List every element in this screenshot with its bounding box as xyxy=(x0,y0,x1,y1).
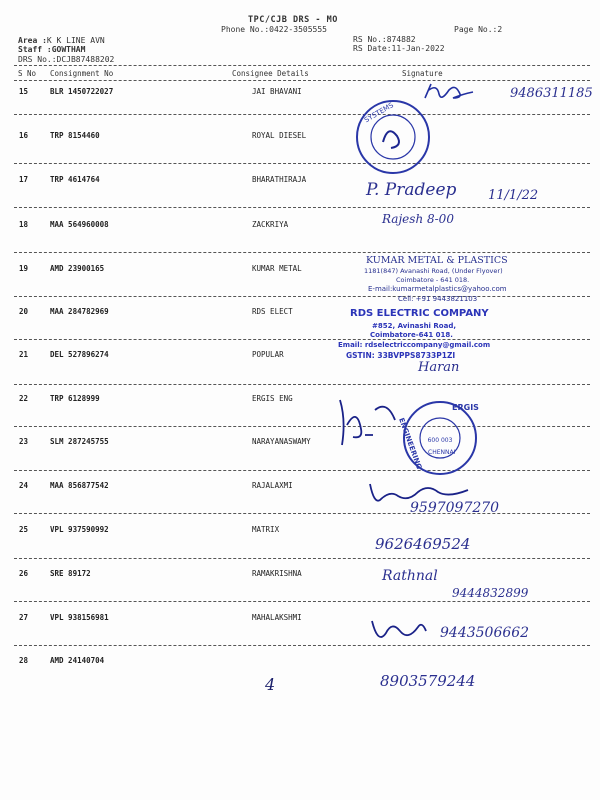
signature-row-25-phone: 9626469524 xyxy=(375,535,471,553)
signature-row-18: Rajesh 8-00 xyxy=(382,212,454,226)
staff-label: Staff : xyxy=(18,45,52,54)
kumar-stamp-cell: Cell: +91 9443821103 xyxy=(398,295,478,303)
table-row xyxy=(0,131,600,143)
rds-stamp-addr2: Coimbatore-641 018. xyxy=(370,331,453,339)
row-sno: 16 xyxy=(19,131,29,140)
row-consignee: POPULAR xyxy=(252,350,284,359)
staff-line xyxy=(18,45,85,55)
ergis-stamp-bottom: ENGINEERING xyxy=(397,416,424,471)
row-consignee: JAI BHAVANI xyxy=(252,87,302,96)
col-header-details: Consignee Details xyxy=(232,69,309,78)
rds-stamp-email: Email: rdselectriccompany@gmail.com xyxy=(338,341,491,349)
signature-row-26-name: Rathnal xyxy=(382,568,438,584)
table-row xyxy=(0,175,600,187)
signature-row-28-phone: 8903579244 xyxy=(380,672,476,690)
col-header-consignment: Consignment No xyxy=(50,69,114,78)
page-number: Page No.:2 xyxy=(454,25,503,34)
row-consignee: ERGIS ENG xyxy=(252,394,293,403)
table-row xyxy=(0,437,600,449)
royal-stamp-text: SYSTEMS xyxy=(362,101,396,125)
table-row xyxy=(0,481,600,493)
row-sno: 23 xyxy=(19,437,29,446)
kumar-stamp-addr2: Coimbatore - 641 018. xyxy=(396,276,470,284)
phone-number: Phone No.:0422-3505555 xyxy=(221,25,327,34)
row-consignment: TRP 6128999 xyxy=(50,394,100,403)
col-header-signature: Signature xyxy=(402,69,443,78)
row-consignment: MAA 284782969 xyxy=(50,307,109,316)
kumar-stamp-addr1: 1181(847) Avanashi Road, (Under Flyover) xyxy=(364,267,503,275)
signature-row-17-name: P. Pradeep xyxy=(366,180,457,200)
table-row xyxy=(0,394,600,406)
row-divider xyxy=(14,252,590,253)
row-sno: 24 xyxy=(19,481,29,490)
drs-number: DRS No.:DCJB87488202 xyxy=(18,55,115,64)
kumar-stamp-email: E-mail:kumarmetalplastics@yahoo.com xyxy=(368,285,507,293)
signature-row-27-phone: 9443506662 xyxy=(440,625,530,641)
signature-row-21: Haran xyxy=(418,360,460,375)
row-consignment: MAA 856877542 xyxy=(50,481,109,490)
row-consignment: SLM 287245755 xyxy=(50,437,109,446)
row-consignee: ROYAL DIESEL xyxy=(252,131,307,140)
table-row xyxy=(0,220,600,232)
row-consignee: ZACKRIYA xyxy=(252,220,289,229)
row-consignment: AMD 23900165 xyxy=(50,264,105,273)
rds-stamp-gstin: GSTIN: 33BVPPS8733P1ZI xyxy=(346,351,456,360)
signature-row-17-date: 11/1/22 xyxy=(488,188,539,203)
header-divider xyxy=(14,65,590,66)
signature-row-28-mark: 4 xyxy=(265,675,276,694)
row-consignee: BHARATHIRAJA xyxy=(252,175,307,184)
staff-value: GOWTHAM xyxy=(51,45,86,54)
signature-row-26-phone: 9444832899 xyxy=(452,586,529,600)
row-sno: 27 xyxy=(19,613,29,622)
row-consignee: NARAYANASWAMY xyxy=(252,437,311,446)
row-consignment: TRP 8154460 xyxy=(50,131,100,140)
ergis-stamp-mid: 600 003 xyxy=(427,437,453,444)
row-consignment: AMD 24140704 xyxy=(50,656,105,665)
row-consignee: MATRIX xyxy=(252,525,280,534)
row-consignee: RAMAKRISHNA xyxy=(252,569,302,578)
signature-row-15-phone: 9486311185 xyxy=(510,86,593,101)
row-consignee: KUMAR METAL xyxy=(252,264,302,273)
row-sno: 21 xyxy=(19,350,29,359)
row-sno: 20 xyxy=(19,307,29,316)
row-consignee: MAHALAKSHMI xyxy=(252,613,302,622)
row-divider xyxy=(14,645,590,646)
rs-date: RS Date:11-Jan-2022 xyxy=(353,44,445,53)
row-consignee: RDS ELECT xyxy=(252,307,293,316)
row-divider xyxy=(14,384,590,385)
row-consignment: MAA 564960008 xyxy=(50,220,109,229)
table-row xyxy=(0,656,600,668)
row-sno: 26 xyxy=(19,569,29,578)
row-sno: 28 xyxy=(19,656,29,665)
row-sno: 25 xyxy=(19,525,29,534)
row-consignment: VPL 937590992 xyxy=(50,525,109,534)
row-consignment: TRP 4614764 xyxy=(50,175,100,184)
row-sno: 18 xyxy=(19,220,29,229)
area-label: Area : xyxy=(18,36,47,45)
row-divider xyxy=(14,513,590,514)
row-consignee: RAJALAXMI xyxy=(252,481,293,490)
row-divider xyxy=(14,114,590,115)
rds-stamp-name: RDS ELECTRIC COMPANY xyxy=(350,308,489,319)
row-sno: 17 xyxy=(19,175,29,184)
ergis-stamp-top: ERGIS xyxy=(452,403,479,412)
row-divider xyxy=(14,601,590,602)
row-divider xyxy=(14,558,590,559)
table-row xyxy=(0,569,600,581)
signature-row-27-scribble xyxy=(368,617,428,647)
row-consignment: BLR 1450722027 xyxy=(50,87,114,96)
signature-row-24-phone: 9597097270 xyxy=(410,500,500,516)
row-sno: 22 xyxy=(19,394,29,403)
row-divider xyxy=(14,470,590,471)
ergis-engineering-round-stamp xyxy=(397,398,480,478)
row-divider xyxy=(14,207,590,208)
row-consignment: SRE 89172 xyxy=(50,569,91,578)
rs-number: RS No.:874882 xyxy=(353,35,416,44)
row-consignment: DEL 527896274 xyxy=(50,350,109,359)
area-value: K K LINE AVN xyxy=(46,36,105,45)
sheet-title: TPC/CJB DRS - MO xyxy=(248,15,338,25)
kumar-metal-stamp xyxy=(362,255,537,305)
row-consignment: VPL 938156981 xyxy=(50,613,109,622)
table-row xyxy=(0,613,600,625)
ergis-stamp-city: CHENNAI xyxy=(428,449,456,456)
royal-diesel-round-stamp xyxy=(353,97,433,177)
row-sno: 19 xyxy=(19,264,29,273)
kumar-stamp-name: KUMAR METAL & PLASTICS xyxy=(366,255,508,266)
rds-electric-stamp xyxy=(338,308,518,368)
col-header-sno: S No xyxy=(18,69,37,78)
signature-row-23 xyxy=(335,395,405,450)
signature-row-15 xyxy=(420,80,510,105)
table-row xyxy=(0,525,600,537)
rds-stamp-addr1: #852, Avinashi Road, xyxy=(372,322,456,330)
row-sno: 15 xyxy=(19,87,29,96)
row-divider xyxy=(14,426,590,427)
row-divider xyxy=(14,163,590,164)
